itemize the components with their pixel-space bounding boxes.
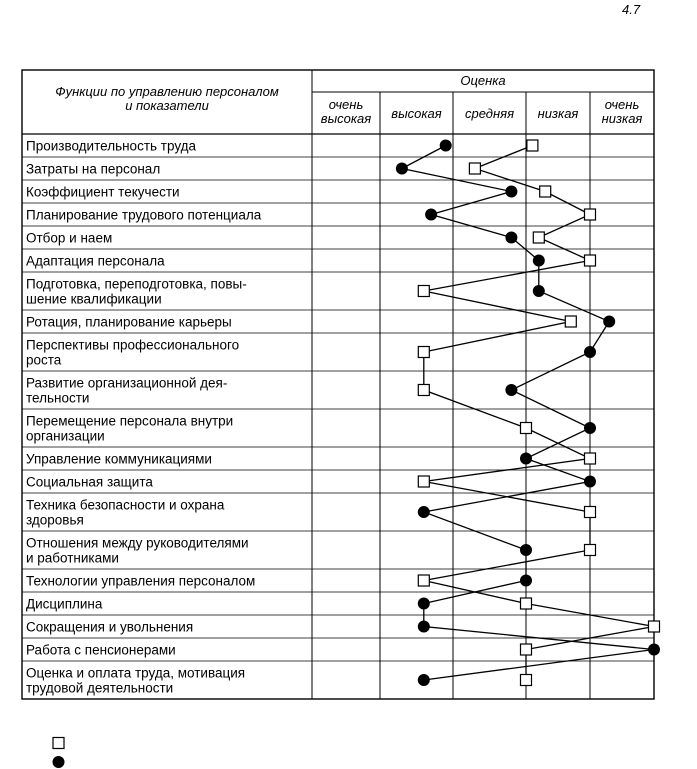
category-label: Производительность труда bbox=[26, 138, 197, 154]
legend bbox=[53, 738, 64, 768]
square-marker bbox=[527, 140, 538, 151]
table-header bbox=[55, 73, 642, 126]
circle-marker bbox=[418, 675, 429, 686]
category-label: Коэффициент текучести bbox=[26, 184, 180, 200]
level-header: средняя bbox=[464, 106, 515, 121]
category-label: Технологии управления персоналом bbox=[26, 573, 256, 589]
category-label: Оценка и оплата труда, мотивация bbox=[26, 665, 246, 681]
category-label: Сокращения и увольнения bbox=[26, 619, 194, 635]
level-header: высокая bbox=[320, 111, 372, 126]
square-marker bbox=[585, 255, 596, 266]
square-marker bbox=[469, 163, 480, 174]
circle-marker bbox=[533, 286, 544, 297]
square-marker bbox=[585, 453, 596, 464]
figure-label: 4.7 bbox=[622, 2, 641, 17]
circle-marker bbox=[585, 476, 596, 487]
square-marker bbox=[418, 286, 429, 297]
category-label: Управление коммуникациями bbox=[26, 451, 212, 467]
category-label: Ротация, планирование карьеры bbox=[26, 314, 232, 330]
category-label: Социальная защита bbox=[26, 474, 153, 490]
category-label: и работниками bbox=[26, 550, 119, 566]
circle-marker bbox=[440, 140, 451, 151]
circle-marker bbox=[533, 255, 544, 266]
category-label: тельности bbox=[26, 390, 90, 406]
square-marker bbox=[418, 575, 429, 586]
level-header: очень bbox=[328, 97, 364, 112]
circle-marker bbox=[585, 423, 596, 434]
category-label: Перспективы профессионального bbox=[26, 337, 240, 353]
rating-group-header: Оценка bbox=[460, 73, 506, 88]
circle-marker bbox=[418, 507, 429, 518]
square-marker bbox=[418, 385, 429, 396]
category-label: организации bbox=[26, 428, 105, 444]
category-label: Планирование трудового потенциала bbox=[26, 207, 262, 223]
square-marker bbox=[540, 186, 551, 197]
circle-marker bbox=[506, 186, 517, 197]
square-marker bbox=[533, 232, 544, 243]
square-marker bbox=[565, 316, 576, 327]
category-column-header: Функции по управлению персоналом bbox=[55, 84, 279, 99]
level-header: низкая bbox=[537, 106, 579, 121]
circle-marker bbox=[418, 621, 429, 632]
category-label: Развитие организационной дея- bbox=[26, 375, 228, 391]
circle-marker bbox=[396, 163, 407, 174]
category-label: роста bbox=[26, 352, 62, 368]
category-label: Отбор и наем bbox=[26, 230, 113, 246]
category-label: здоровья bbox=[26, 512, 84, 528]
square-marker bbox=[521, 598, 532, 609]
square-marker bbox=[521, 675, 532, 686]
category-label: Дисциплина bbox=[26, 596, 103, 612]
square-marker bbox=[585, 507, 596, 518]
category-label: шение квалификации bbox=[26, 291, 162, 307]
series-markers bbox=[396, 140, 659, 686]
category-label: Перемещение персонала внутри bbox=[26, 413, 234, 429]
circle-marker bbox=[426, 209, 437, 220]
category-label: Работа с пенсионерами bbox=[26, 642, 176, 658]
level-header: очень bbox=[604, 97, 640, 112]
square-marker bbox=[521, 423, 532, 434]
category-label: Затраты на персонал bbox=[26, 161, 161, 177]
circle-marker bbox=[521, 545, 532, 556]
category-label: Отношения между руководителями bbox=[26, 535, 249, 551]
square-marker bbox=[418, 347, 429, 358]
legend-circle-marker bbox=[53, 757, 64, 768]
category-label: трудовой деятельности bbox=[26, 680, 174, 696]
category-labels bbox=[26, 139, 262, 696]
square-marker bbox=[585, 209, 596, 220]
square-marker bbox=[649, 621, 660, 632]
legend-square-marker bbox=[53, 738, 64, 749]
circle-marker bbox=[521, 575, 532, 586]
circle-marker bbox=[418, 598, 429, 609]
circle-marker bbox=[506, 385, 517, 396]
category-label: Техника безопасности и охрана bbox=[26, 497, 225, 513]
level-header: низкая bbox=[601, 111, 643, 126]
level-header: высокая bbox=[391, 106, 442, 121]
square-marker bbox=[418, 476, 429, 487]
circle-marker bbox=[506, 232, 517, 243]
category-label: Подготовка, переподготовка, повы- bbox=[26, 276, 247, 292]
category-label: Адаптация персонала bbox=[26, 253, 165, 269]
circle-marker bbox=[585, 347, 596, 358]
circle-marker bbox=[521, 453, 532, 464]
square-marker bbox=[585, 545, 596, 556]
circle-marker bbox=[649, 644, 660, 655]
circle-marker bbox=[604, 316, 615, 327]
square-marker bbox=[521, 644, 532, 655]
category-column-header: и показатели bbox=[125, 98, 209, 113]
